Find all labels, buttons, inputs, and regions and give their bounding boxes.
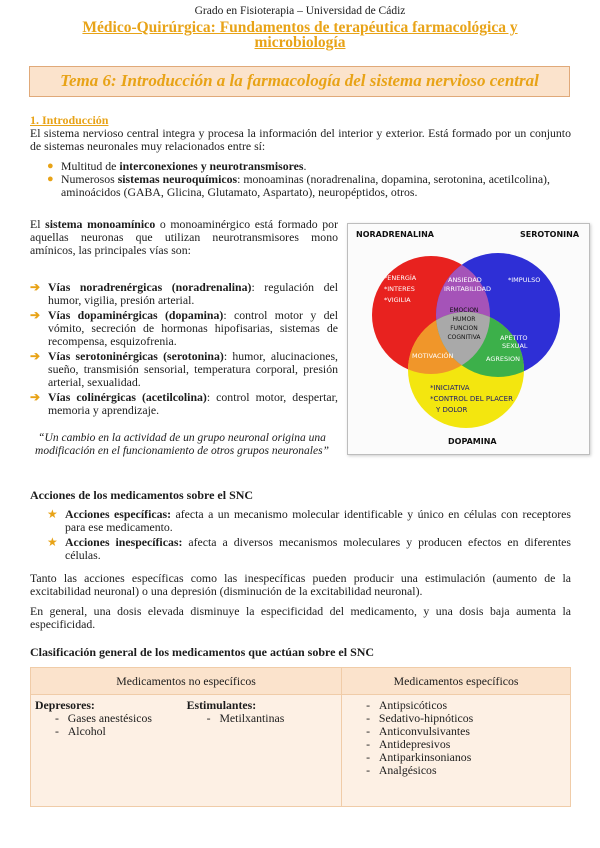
venn-diagram: [347, 223, 590, 455]
intro-bullet: ● Numerosos sistemas neuroquímicos: monoaminas (noradrenalina, dopamina, serotonina, acetilcolina), aminoácidos (GABA, Glicina, Glutamato, Aspartato), neuropéptidos, otros.: [47, 172, 550, 199]
venn-ry-item: MOTIVACIÓN: [412, 352, 454, 360]
tema-title: Tema 6: Introducción a la farmacología del sistema nervioso central: [60, 71, 539, 90]
arrow-right-icon: ➔: [30, 390, 40, 404]
venn-label-serotonina: SEROTONINA: [520, 230, 580, 239]
depresores-cell: [31, 695, 183, 807]
list-item: - Anticonvulsivantes: [366, 724, 470, 738]
vias-list: [30, 281, 338, 419]
depresores-label: Depresores:: [35, 698, 95, 712]
list-item: - Antiparkinsonianos: [366, 750, 472, 764]
venn-blue-item: *IMPULSO: [508, 276, 541, 284]
venn-rb-item: IRRITABILIDAD: [444, 285, 492, 293]
venn-svg: [348, 224, 589, 454]
clasificacion-title: Clasificación general de los medicamentos que actúan sobre el SNC: [30, 645, 375, 659]
header-institution: Grado en Fisioterapia – Universidad de Cádiz: [194, 5, 406, 17]
acciones-paragraph-2: En general, una dosis elevada disminuye la especificidad del medicamento, y una dosis baja aumenta la especificidad.: [30, 604, 571, 631]
table-header-row: [31, 668, 571, 695]
arrow-right-icon: ➔: [30, 280, 40, 294]
venn-center-item: FUNCION: [450, 325, 478, 332]
via-item: ➔ Vías noradrenérgicas (noradrenalina): regulación del humor, vigilia, presión arterial.: [30, 280, 338, 307]
venn-rb-item: ANSIEDAD: [448, 276, 482, 284]
list-item: - Antipsicóticos: [366, 698, 448, 712]
star-icon: ★: [47, 507, 58, 521]
venn-by-item: APETITO: [500, 334, 528, 342]
via-item: ➔ Vías dopaminérgicas (dopamina): control motor y del vómito, secreción de hormonas hipofisarias, sistemas de recompensa, esquizofrenia.: [30, 308, 338, 348]
acciones-paragraph-1: Tanto las acciones específicas como las inespecíficas pueden producir una estimulación (aumento de la excitabilidad neuronal) o una depresión (disminución de la excitabilidad neuronal).: [30, 571, 571, 598]
acciones-title: Acciones de los medicamentos sobre el SNC: [30, 488, 254, 502]
venn-label-dopamina: DOPAMINA: [448, 437, 497, 446]
intro-bullet-list: [45, 160, 571, 199]
venn-by-item: SEXUAL: [502, 342, 528, 350]
star-icon: ★: [47, 535, 58, 549]
clasificacion-table: [30, 667, 571, 807]
venn-by-item: AGRESION: [486, 355, 521, 363]
section-title-introduccion: 1. Introducción: [30, 113, 109, 127]
intro-bullet: ● Multitud de interconexiones y neurotransmisores.: [47, 159, 307, 173]
monoaminico-paragraph: El sistema monoamínico o monoaminérgico está formado por aquellas neuronas que utilizan neurotransmisores mono amínicos, las principales vías son:: [30, 217, 338, 257]
tema-title-box: [29, 66, 570, 97]
course-title: Médico-Quirúrgica: Fundamentos de terapéutica farmacológica y microbiología: [82, 19, 518, 51]
arrow-right-icon: ➔: [30, 308, 40, 322]
table-row: [31, 695, 571, 807]
venn-center-item: COGNITIVA: [447, 334, 481, 341]
estimulantes-label: Estimulantes:: [186, 698, 257, 712]
list-item: - Metilxantinas: [206, 711, 285, 725]
accion-item: ★ Acciones específicas: afecta a un mecanismo molecular identificable y único en células con receptores para ese medicamento.: [47, 507, 571, 534]
accion-item: ★ Acciones inespecíficas: afecta a diversos mecanismos moleculares y producen efectos en diferentes células.: [47, 535, 572, 562]
via-item: ➔ Vías colinérgicas (acetilcolina): control motor, despertar, memoria y aprendizaje.: [30, 390, 338, 417]
acciones-list: [47, 508, 571, 564]
venn-label-noradrenalina: NORADRENALINA: [356, 230, 434, 239]
venn-center-item: EMOCION: [449, 307, 479, 314]
header-especificos: Medicamentos específicos: [342, 668, 571, 695]
list-item: - Analgésicos: [366, 763, 437, 777]
venn-yellow-item: *INICIATIVA: [430, 384, 470, 392]
bullet-dot-icon: ●: [47, 173, 54, 185]
venn-red-item: *INTERES: [384, 285, 415, 293]
venn-red-item: *ENERGÍA: [384, 274, 417, 282]
quote-text: “Un cambio en la actividad de un grupo neuronal origina una modificación en el funcionamiento de otros grupos neuronales”: [35, 432, 329, 457]
via-item: ➔ Vías serotoninérgicas (serotonina): humor, alucinaciones, sueño, transmisión sensorial, temperatura corporal, presión arterial, sexualidad.: [30, 349, 338, 389]
bullet-dot-icon: ●: [47, 160, 54, 172]
list-item: - Gases anestésicos: [55, 711, 152, 725]
list-item: - Alcohol: [55, 724, 106, 738]
list-item: - Sedativo-hipnóticos: [366, 711, 474, 725]
especificos-cell: [342, 695, 571, 807]
venn-yellow-item: Y DOLOR: [436, 406, 468, 414]
arrow-right-icon: ➔: [30, 349, 40, 363]
intro-paragraph: El sistema nervioso central integra y procesa la información del interior y exterior. Está formado por un conjunto de sistemas neuronales muy relacionados entre sí:: [30, 126, 571, 153]
estimulantes-cell: [182, 695, 341, 807]
header-no-especificos: Medicamentos no específicos: [31, 668, 342, 695]
venn-red-item: *VIGILIA: [384, 296, 411, 304]
venn-yellow-item: *CONTROL DEL PLACER: [430, 395, 513, 403]
list-item: - Antidepresivos: [366, 737, 451, 751]
venn-center-item: HUMOR: [452, 316, 476, 323]
